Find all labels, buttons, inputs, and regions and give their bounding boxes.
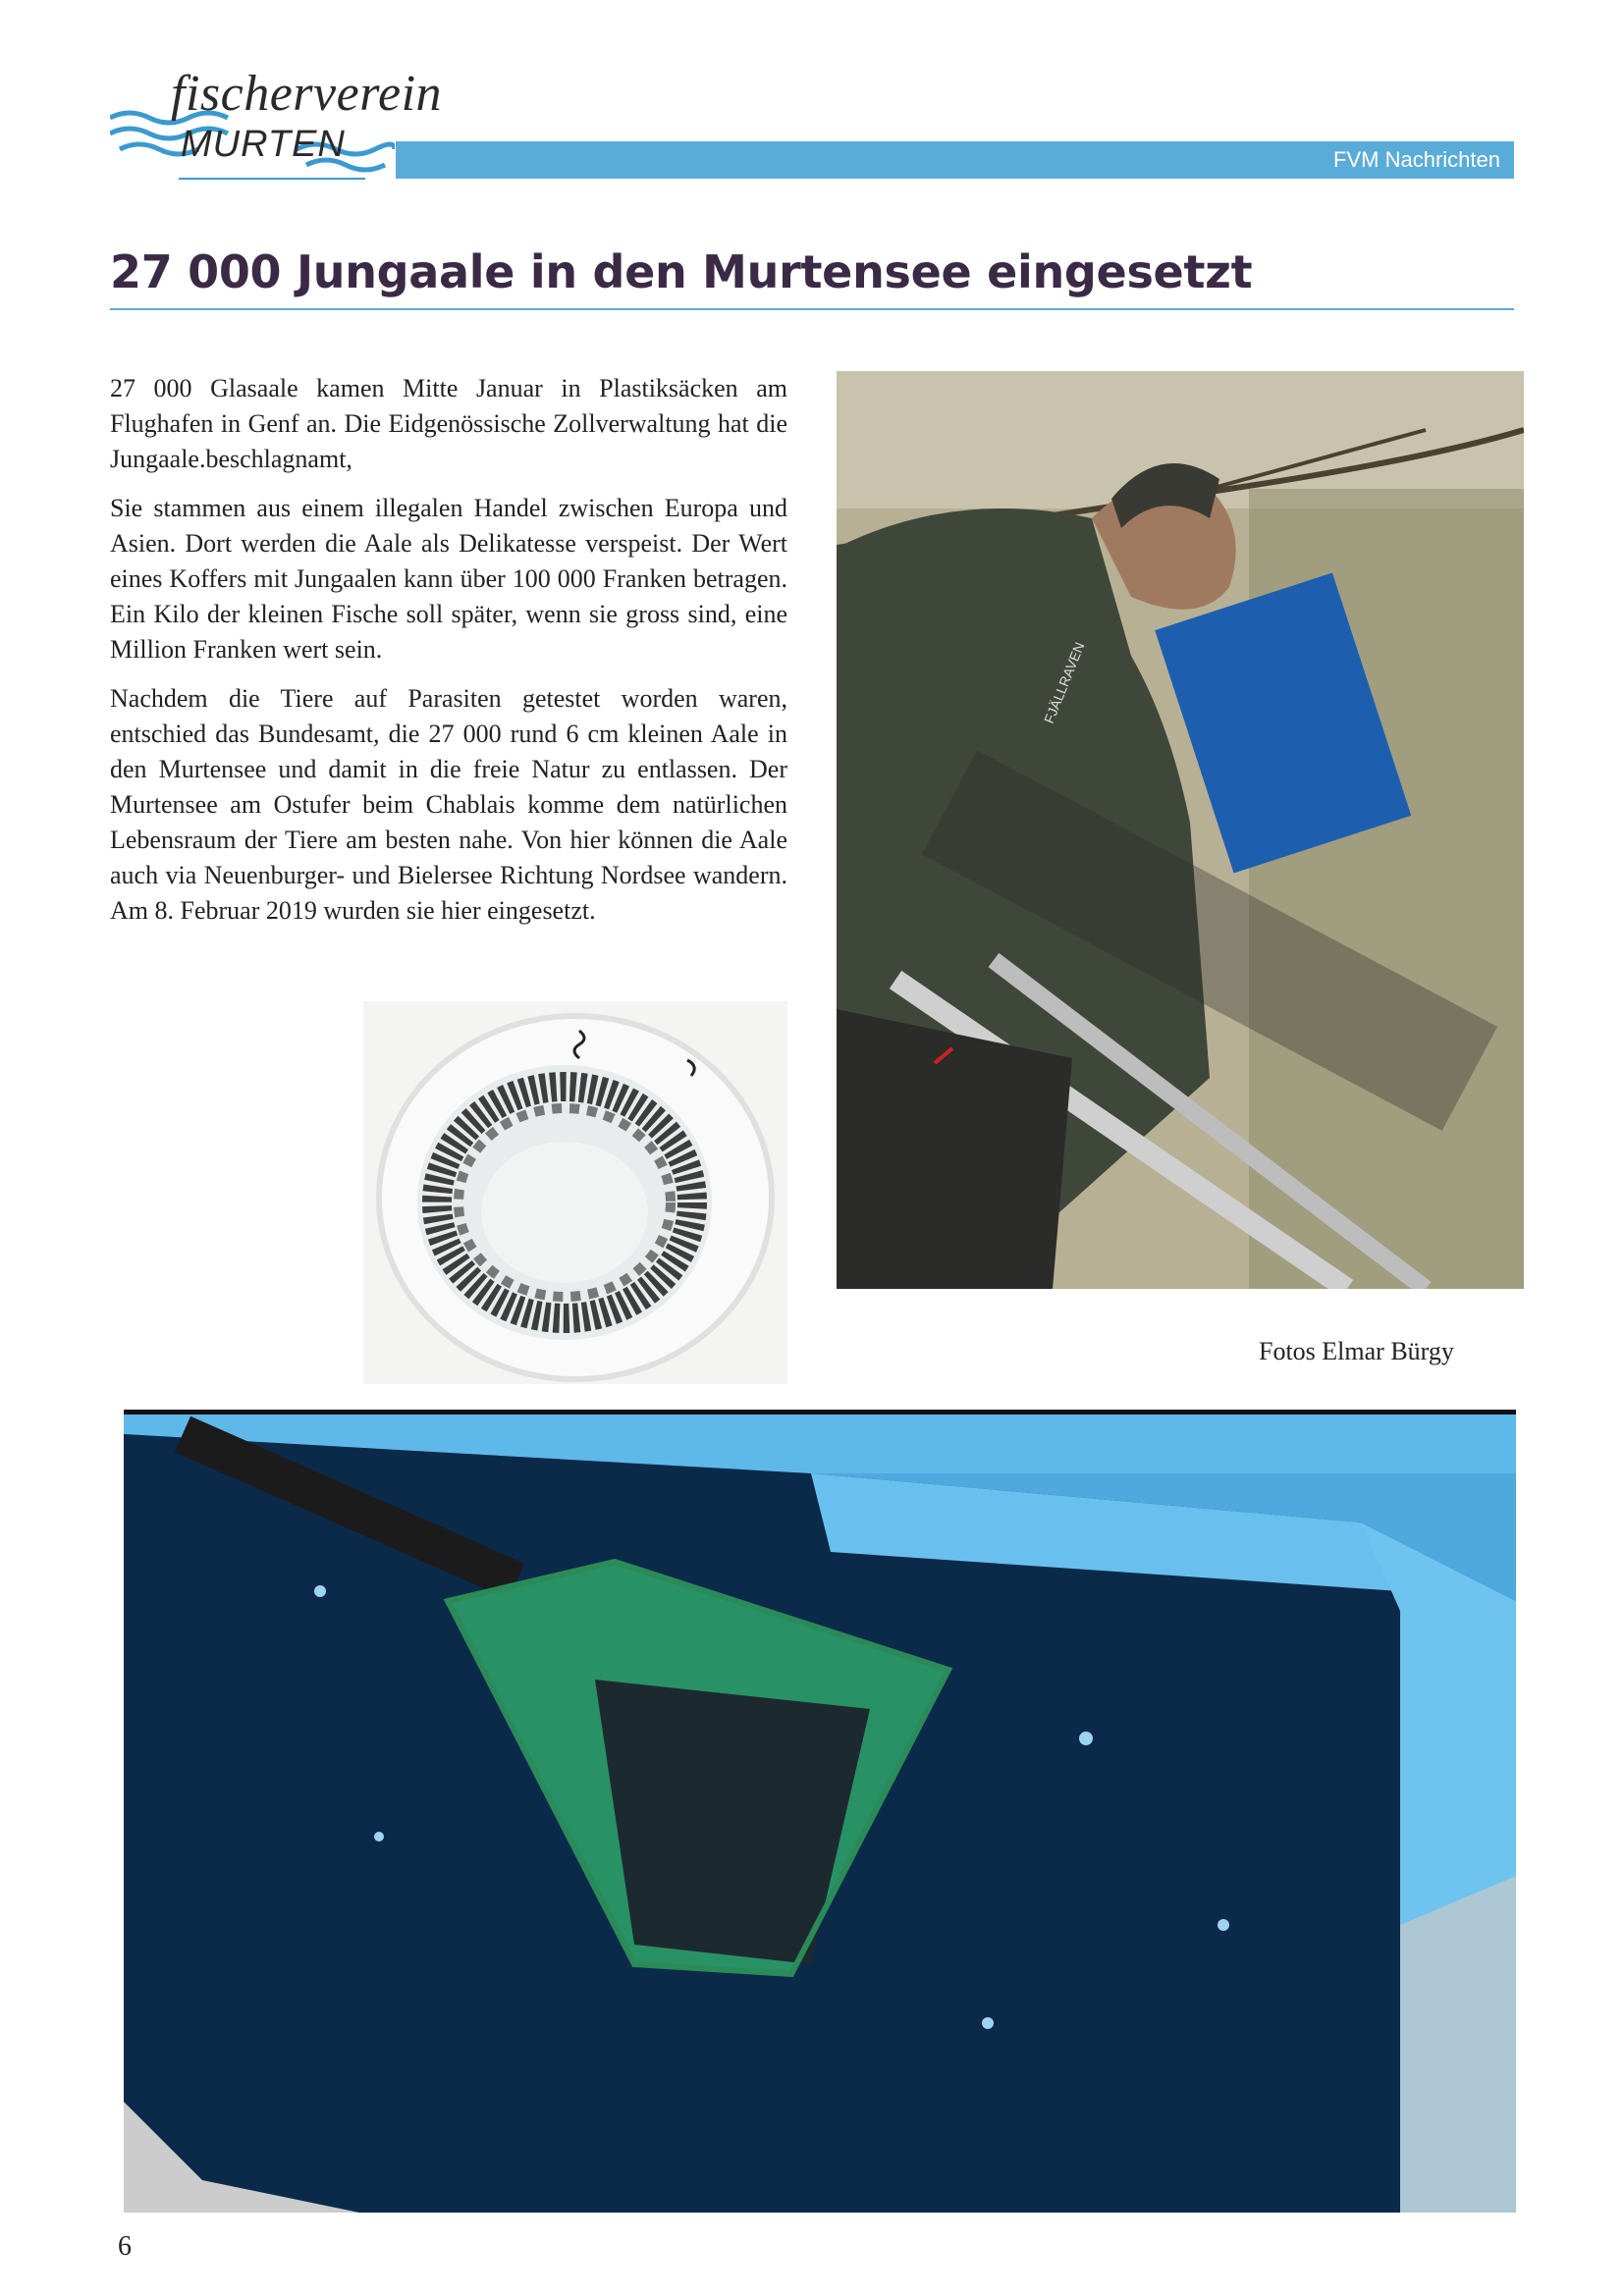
photo-credit: Fotos Elmar Bürgy (1259, 1337, 1454, 1365)
article-paragraph: 27 000 Glasaale kamen Mitte Januar in Plastiksäcken am Flughafen in Genf an. Die Eidgenössische Zollverwaltung hat die Jungaale.beschlagnamt, (110, 374, 787, 473)
fischerverein-logo (110, 61, 443, 196)
section-label: FVM Nachrichten (1333, 147, 1500, 172)
article-paragraph: Sie stammen aus einem illegalen Handel zwischen Europa und Asien. Dort werden die Aale als Delikatesse verspeist. Der Wert eines Koffers mit Jungaalen kann über 100 000 Franken betragen. Ein Kilo der kleinen Fische soll später, wenn sie gross sind, eine Million Franken wert sein. (110, 494, 787, 664)
net-with-eels-photo (124, 1410, 1516, 2213)
page-number: 6 (118, 2231, 132, 2262)
logo-wordmark-bottom: MURTEN (181, 124, 346, 165)
jacket-brand-label: FJÄLLRAVEN (1040, 639, 1088, 726)
logo-wordmark-top: fischerverein (171, 66, 443, 122)
glass-eels-bucket-photo (363, 1001, 787, 1384)
section-header-bar (396, 141, 1514, 179)
article-body (110, 371, 787, 942)
article-title: 27 000 Jungaale in den Murtensee eingesetzt (110, 245, 1253, 298)
article-paragraph: Nachdem die Tiere auf Parasiten getestet worden waren, entschied das Bundesamt, die 27 000 rund 6 cm kleinen Aale in den Murtensee und damit in die freie Natur zu entlassen. Der Murtensee am Ostufer beim Chablais komme dem natürlichen Lebensraum der Tiere am besten nahe. Von hier können die Aale auch via Neuenburger- und Bielersee Richtung Nordsee wandern. Am 8. Februar 2019 wurden sie hier eingesetzt. (110, 684, 787, 925)
title-divider (110, 308, 1514, 310)
man-releasing-eels-photo (837, 371, 1524, 1289)
